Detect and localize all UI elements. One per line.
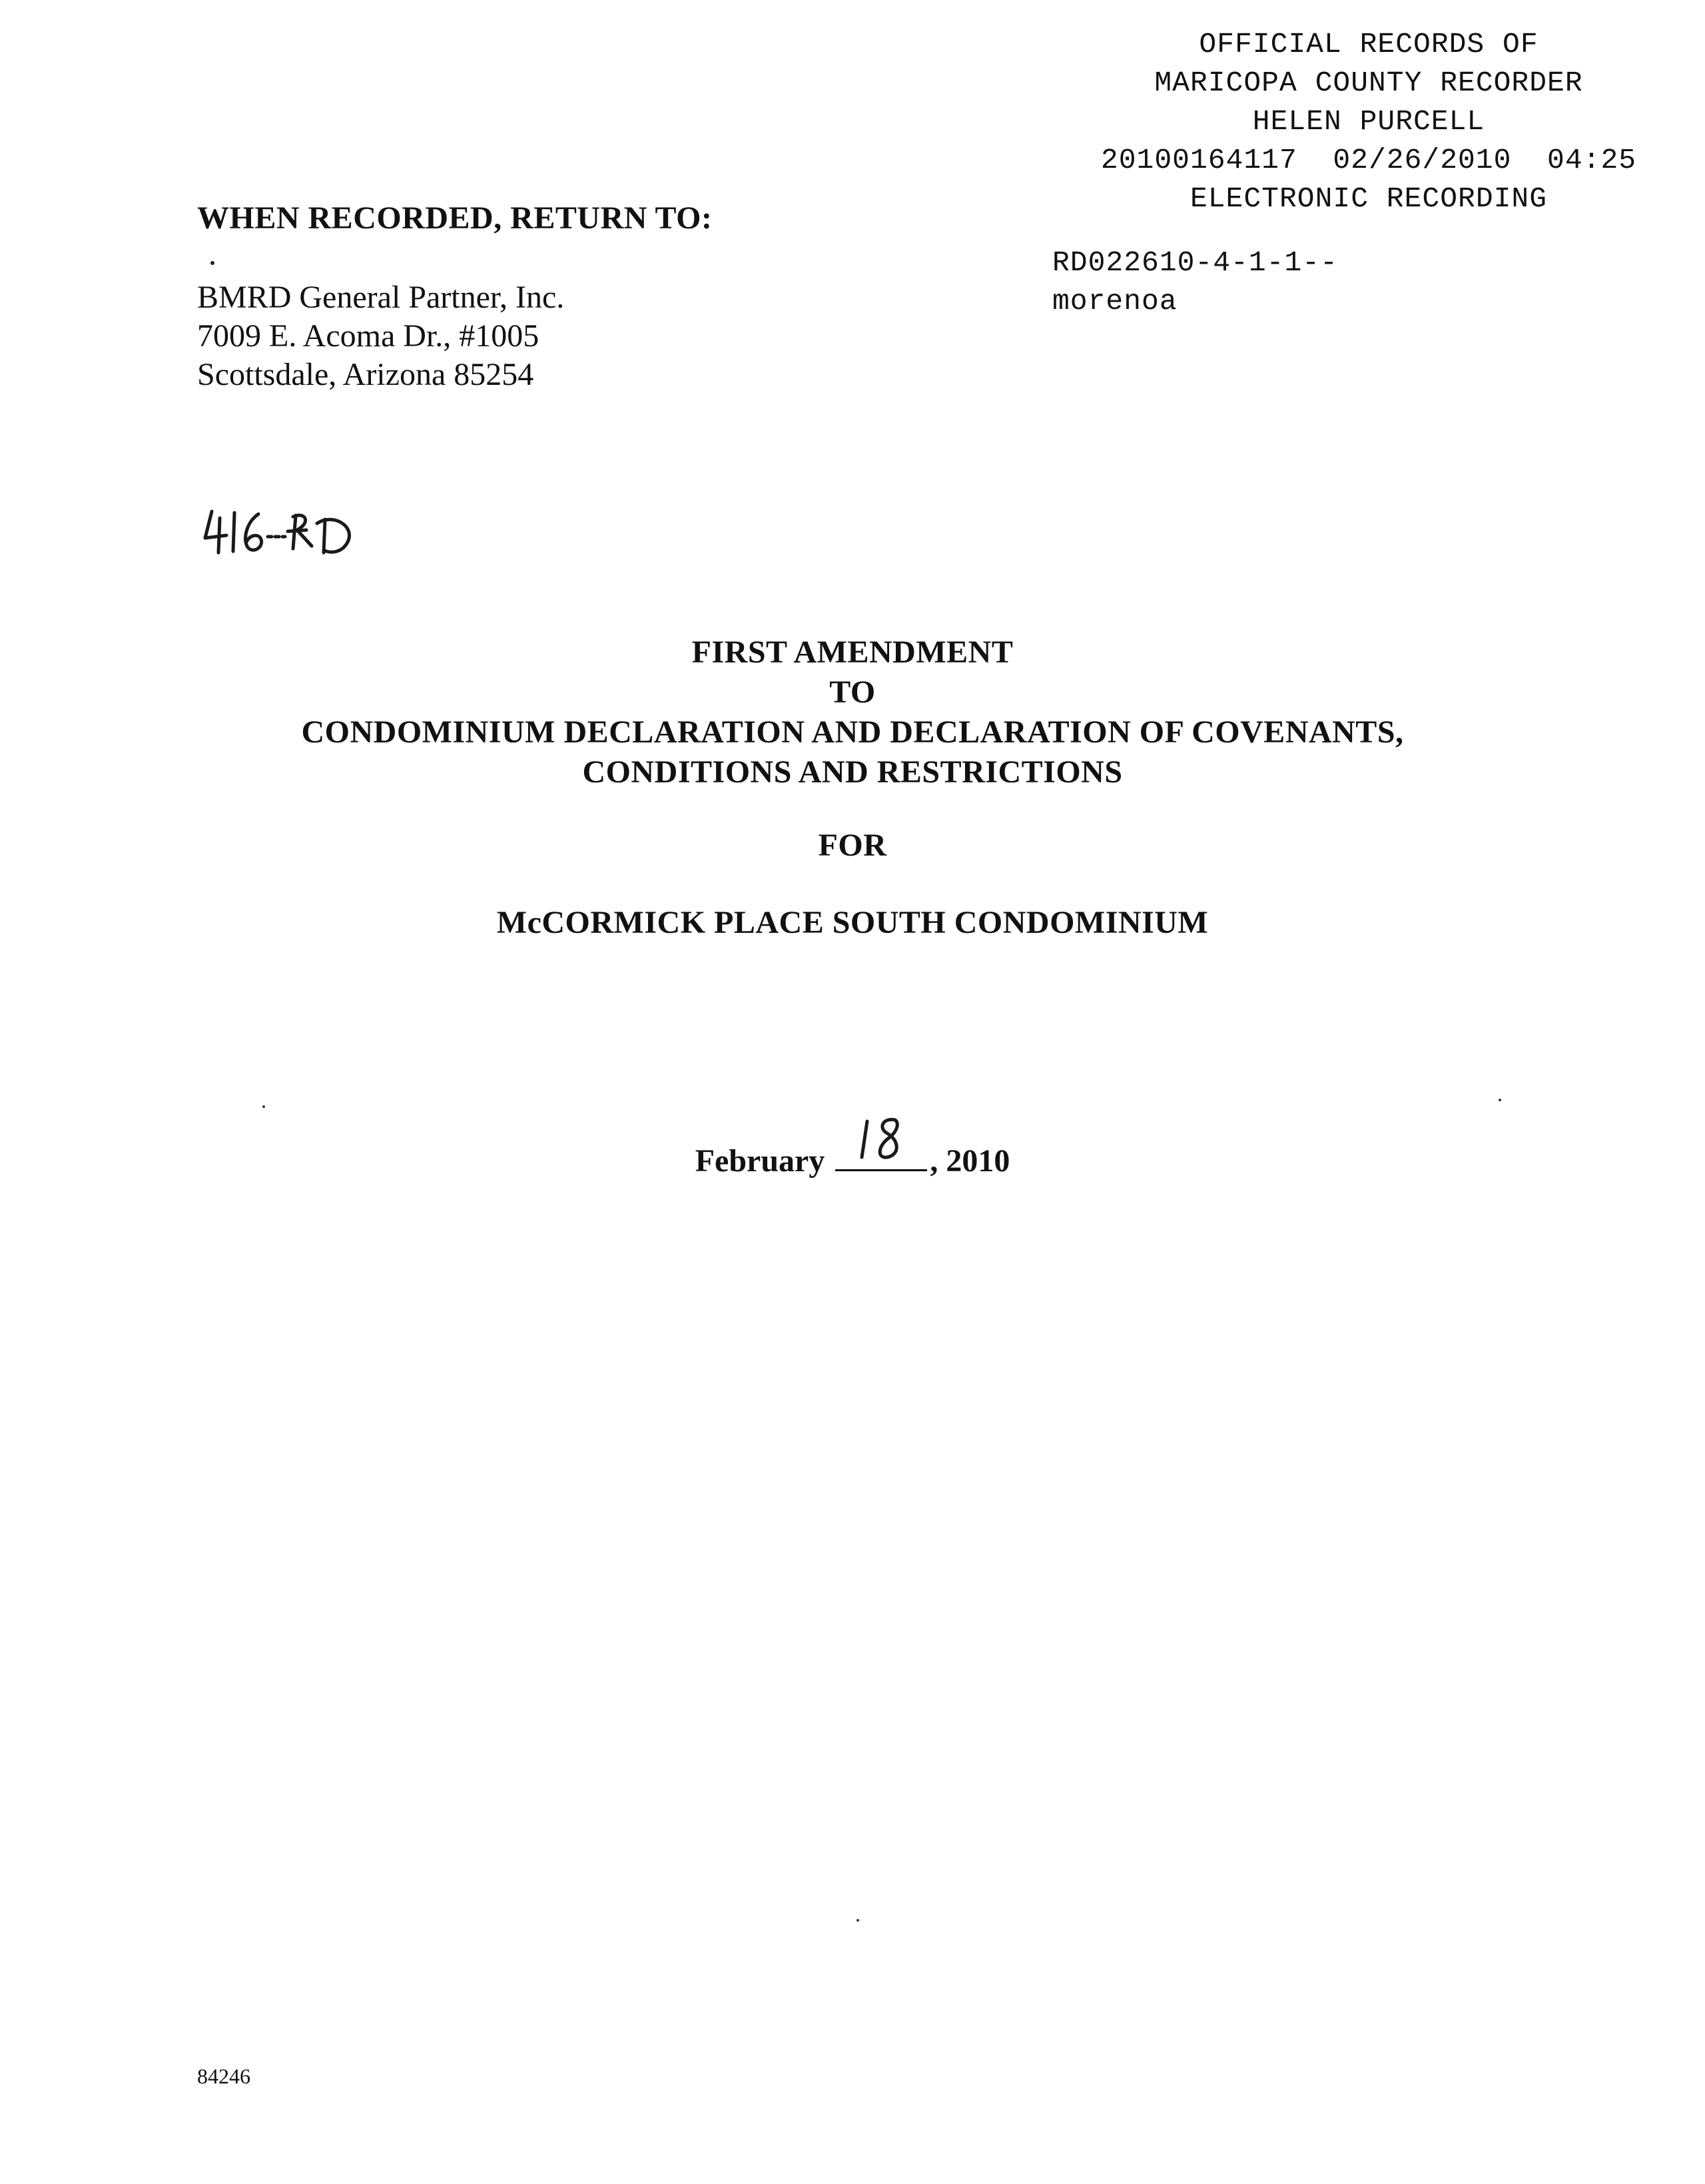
stamp-line-record-number: 20100164117 02/26/2010 04:25 bbox=[1100, 144, 1637, 176]
title-line-to: TO bbox=[829, 675, 876, 710]
stamp-line-recording-type: ELECTRONIC RECORDING bbox=[1190, 182, 1548, 215]
title-line-amendment: FIRST AMENDMENT bbox=[691, 635, 1014, 670]
return-address bbox=[197, 278, 564, 394]
stamp-line-recorder: HELEN PURCELL bbox=[1252, 105, 1485, 138]
stamp-line-reference: RD022610-4-1-1-- bbox=[1052, 246, 1338, 279]
date-month: February bbox=[695, 1143, 825, 1179]
date-year: , 2010 bbox=[930, 1143, 1010, 1179]
scan-speck bbox=[210, 261, 214, 265]
handwritten-day bbox=[858, 1113, 911, 1167]
title-line-project: McCORMICK PLACE SOUTH CONDOMINIUM bbox=[496, 905, 1209, 940]
title-line-conditions: CONDITIONS AND RESTRICTIONS bbox=[582, 754, 1123, 790]
handwritten-annotation bbox=[200, 499, 360, 566]
return-to-heading: WHEN RECORDED, RETURN TO: bbox=[197, 200, 713, 236]
return-address-street: 7009 E. Acoma Dr., #1005 bbox=[197, 318, 539, 354]
recording-stamp bbox=[1052, 25, 1685, 321]
document-title bbox=[0, 633, 1705, 943]
title-line-for: FOR bbox=[818, 828, 887, 863]
return-address-city: Scottsdale, Arizona 85254 bbox=[197, 357, 534, 392]
stamp-line-clerk: morenoa bbox=[1052, 285, 1178, 318]
return-address-name: BMRD General Partner, Inc. bbox=[197, 280, 565, 315]
scan-dot bbox=[262, 1105, 265, 1108]
scan-dot bbox=[856, 1919, 859, 1922]
stamp-line-county: MARICOPA COUNTY RECORDER bbox=[1154, 67, 1583, 99]
title-line-declaration: CONDOMINIUM DECLARATION AND DECLARATION OF COVENANTS, bbox=[301, 714, 1404, 750]
stamp-line-office: OFFICIAL RECORDS OF bbox=[1199, 28, 1538, 61]
date-day-blank bbox=[835, 1132, 927, 1171]
document-date bbox=[0, 1132, 1705, 1185]
scan-dot bbox=[1499, 1099, 1501, 1101]
footer-document-number: 84246 bbox=[197, 2064, 250, 2088]
